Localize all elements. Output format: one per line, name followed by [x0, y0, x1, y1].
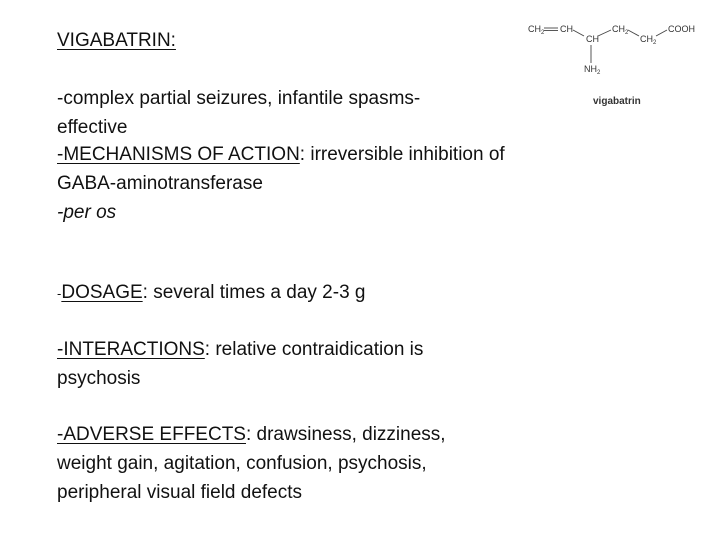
interactions-desc-cont: psychosis: [57, 368, 141, 389]
bond-3: [628, 30, 639, 36]
structure-caption: vigabatrin: [593, 96, 641, 107]
mechanism-desc-cont: GABA-aminotransferase: [57, 173, 263, 194]
group-ch2-c: $CH_2$: [640, 34, 657, 46]
interactions-desc: : relative contraidication is: [204, 339, 424, 360]
interactions-label: -INTERACTIONS: [57, 339, 205, 360]
vigabatrin-structure: [520, 14, 695, 114]
mechanism-label: -MECHANISMS OF ACTION: [57, 144, 300, 165]
mechanism-text: [57, 140, 577, 198]
structure-diagram: [520, 14, 695, 94]
dosage-label: DOSAGE: [61, 282, 143, 303]
bond-2: [598, 30, 611, 36]
group-cooh: COOH: [668, 24, 695, 34]
slide-title: VIGABATRIN:: [57, 30, 176, 51]
dosage-desc: : several times a day 2-3 g: [142, 282, 366, 303]
adverse-effects-text: [57, 420, 577, 507]
dosage-dash: -: [57, 286, 62, 301]
interactions-text: [57, 335, 577, 393]
group-ch2-b: $CH_2$: [612, 24, 629, 36]
group-ch2-a: $CH_2$: [528, 24, 545, 36]
indications-line-cont: effective: [57, 117, 128, 138]
adverse-effects-desc: : drawsiness, dizziness,: [245, 424, 446, 445]
dosage-text: [57, 278, 577, 308]
adverse-effects-label: -ADVERSE EFFECTS: [57, 424, 246, 445]
indications-text: [57, 84, 577, 142]
indications-line: -complex partial seizures, infantile spasms-: [57, 88, 421, 109]
bond-4: [656, 30, 667, 36]
bond-1: [573, 30, 584, 36]
group-ch-b: CH: [586, 34, 599, 44]
group-ch-a: CH: [560, 24, 573, 34]
route-text: [57, 198, 577, 227]
mechanism-desc: : irreversible inhibition of: [299, 144, 505, 165]
route-line: -per os: [57, 202, 117, 223]
adverse-effects-line-3: peripheral visual field defects: [57, 482, 303, 503]
adverse-effects-line-2: weight gain, agitation, confusion, psychosis,: [57, 453, 427, 474]
group-nh2: $NH_2$: [584, 64, 601, 76]
